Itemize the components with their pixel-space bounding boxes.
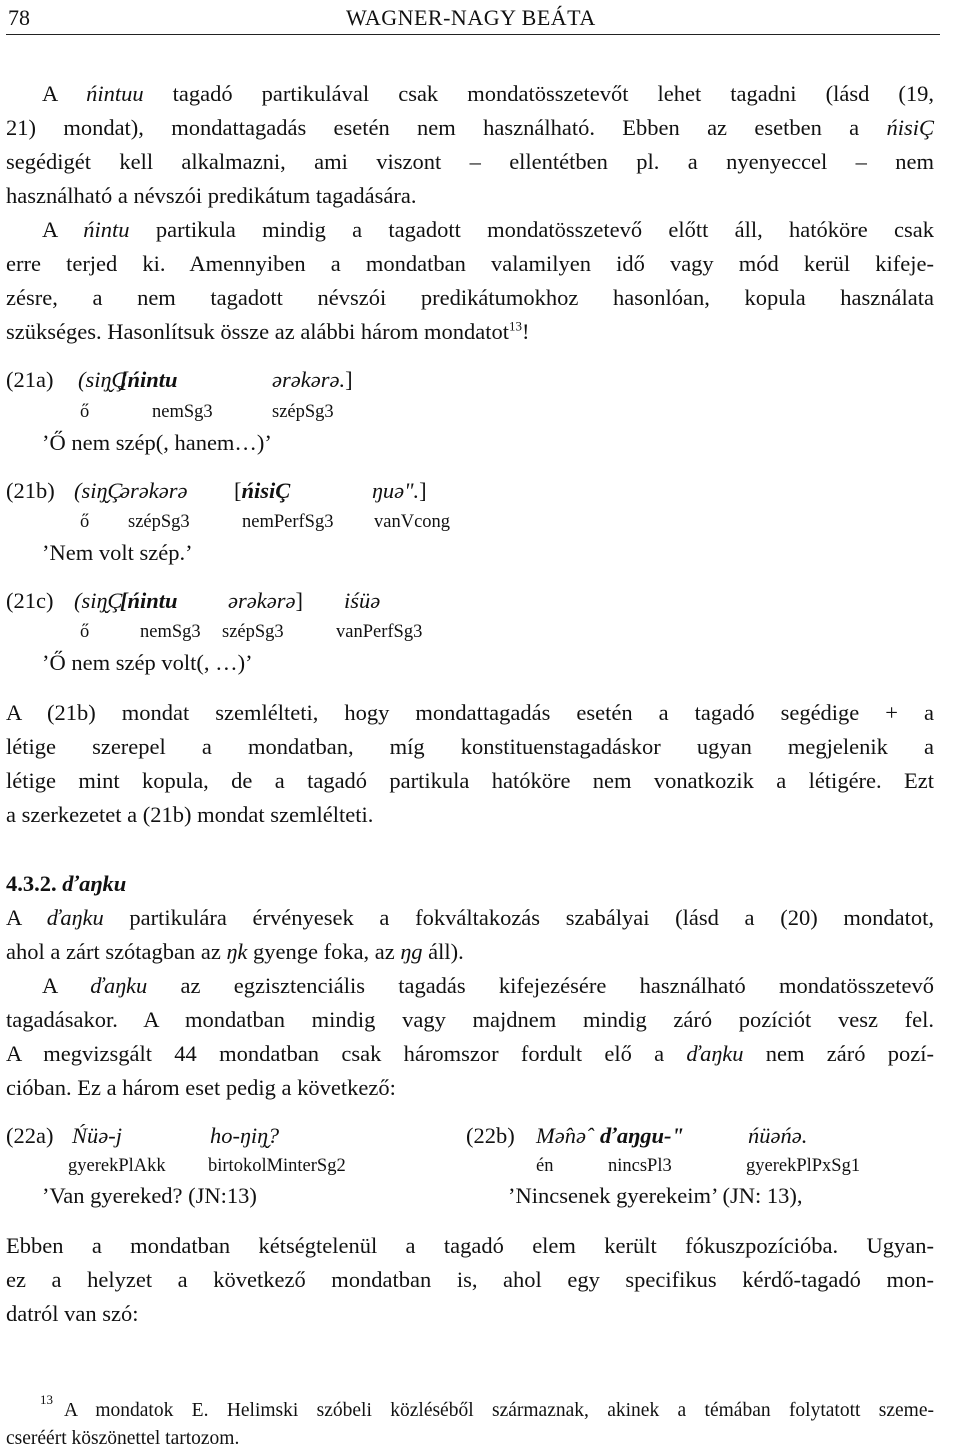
word: Mə̂nə̂	[536, 1123, 586, 1148]
gloss: ő	[80, 402, 90, 422]
gloss: gyerekPlAkk	[68, 1156, 166, 1176]
footnote-ref: 13	[509, 318, 523, 334]
para2-line3: zésre, a nem tagadott névszói predikátumokhoz hasonlóan, kopula használata	[6, 285, 934, 310]
word: Ńüə-j	[72, 1123, 122, 1148]
section-title: ďaŋku	[62, 871, 127, 896]
gloss: gyerekPlPxSg1	[746, 1156, 861, 1176]
para2-line1: A ńintu partikula mindig a tagadott mondatösszetevő előtt áll, hatóköre csak	[42, 217, 935, 242]
word: ərəkərə	[120, 478, 188, 503]
gloss: szépSg3	[272, 402, 334, 422]
word: (siŋ̬Ç	[74, 588, 123, 613]
translation: ’Ő nem szép(, hanem…)’	[42, 430, 272, 455]
gloss: nemPerfSg3	[242, 512, 334, 532]
para1-line3: segédigét kell alkalmazni, ami viszont – ellentétben pl. a nyenyeccel – nem	[6, 149, 934, 174]
para2-line4: szükséges. Hasonlítsuk össze az alábbi három mondatot$^{13}$!	[6, 318, 530, 344]
word: ŋuə".]	[372, 478, 427, 503]
gloss: nemSg3	[152, 402, 213, 422]
page-number: 78	[8, 5, 30, 30]
gloss: ő	[80, 512, 90, 532]
word: [ńintu	[120, 367, 178, 392]
para1-line2: 21) mondat), mondattagadás esetén nem használható. Ebben az esetben a ńisiÇ	[6, 115, 934, 140]
word: ərəkərə]	[228, 588, 303, 613]
para4-line1: A ďaŋku partikulára érvényesek a fokváltakozás szabályai (lásd a (20) mondatot,	[6, 905, 935, 930]
gloss: szépSg3	[222, 622, 284, 642]
example-label: (21a)	[6, 367, 54, 392]
para5-line2: tagadásakor. A mondatban mindig vagy majdnem mindig záró pozíciót vesz fel.	[6, 1007, 934, 1032]
para6-line1: Ebben a mondatban kétségtelenül a tagadó elem került fókuszpozícióba. Ugyan-	[6, 1233, 934, 1258]
term-nintuu: ńintuu	[86, 81, 144, 106]
term-nintu: ńintu	[83, 217, 130, 242]
para5-line4: cióban. Ez a három eset pedig a következő:	[6, 1075, 396, 1100]
word: [ńintu	[120, 588, 178, 613]
para6-line3: datról van szó:	[6, 1301, 139, 1326]
word: ďaŋgu-"	[600, 1123, 685, 1148]
para1-line4: használható a névszói predikátum tagadására.	[6, 183, 417, 208]
word: (siŋ̬Ç	[78, 367, 127, 392]
para3-line1: A (21b) mondat szemlélteti, hogy mondattagadás esetén a tagadó segédige + a	[6, 700, 934, 725]
gloss: vanVcong	[374, 512, 451, 532]
example-label: (21b)	[6, 478, 55, 503]
word: [ńisiÇ	[234, 478, 291, 503]
gloss: ő	[80, 622, 90, 642]
word: ərəkərə.]	[272, 367, 353, 392]
translation: ’Ő nem szép volt(, …)’	[42, 650, 253, 675]
gloss: nincsPl3	[608, 1156, 672, 1176]
translation: ’Nem volt szép.’	[42, 540, 193, 565]
translation: ’Nincsenek gyerekeim’ (JN: 13),	[508, 1183, 803, 1208]
running-head: WAGNER-NAGY BEÁTA	[346, 5, 596, 30]
footnote-number: 13	[40, 1392, 53, 1407]
word: iśüə	[344, 588, 381, 613]
para6-line2: ez a helyzet a következő mondatban is, ahol egy specifikus kérdő-tagadó mon-	[6, 1267, 934, 1292]
word: (siŋ̬Ç	[74, 478, 123, 503]
gloss: szépSg3	[128, 512, 190, 532]
term-nisic: ńisiÇ	[886, 115, 934, 140]
translation: ’Van gyereked? (JN:13)	[42, 1183, 257, 1208]
gloss: birtokolMinterSg2	[208, 1156, 346, 1176]
word: ho-ŋiŋ̬?	[210, 1123, 280, 1148]
para5-line1: A ďaŋku az egzisztenciális tagadás kifejezésére használható mondatösszetevő	[42, 973, 934, 998]
word: ńüəńə.	[748, 1123, 808, 1148]
example-label: (21c)	[6, 588, 54, 613]
footnote-line1: A mondatok E. Helimski szóbeli közléséből származnak, akinek a témában folytatott szeme-	[64, 1400, 934, 1421]
footnote-line2: cseréért köszönettel tartozom.	[6, 1428, 240, 1449]
example-label: (22a)	[6, 1123, 54, 1148]
gloss: vanPerfSg3	[336, 622, 423, 642]
para2-line2: erre terjed ki. Amennyiben a mondatban valamilyen idő vagy mód kerül kifeje-	[6, 251, 934, 276]
para4-line2: ahol a zárt szótagban az ŋk gyenge foka, az ŋg áll).	[6, 939, 464, 964]
para5-line3: A megvizsgált 44 mondatban csak háromszor fordult elő a ďaŋku nem záró pozí-	[6, 1041, 934, 1066]
example-label: (22b)	[466, 1123, 515, 1148]
para3-line3: létige mint kopula, de a tagadó partikula hatóköre nem vonatkozik a létigére. Ezt	[6, 768, 934, 793]
page-header	[6, 0, 940, 35]
section-heading: 4.3.2. ďaŋku	[6, 871, 127, 896]
gloss: én	[536, 1156, 554, 1176]
para3-line2: létige szerepel a mondatban, míg konstituenstagadáskor ugyan megjelenik a	[6, 734, 934, 759]
gloss: nemSg3	[140, 622, 201, 642]
para3-line4: a szerkezetet a (21b) mondat szemlélteti.	[6, 802, 374, 827]
para1-line1: A ńintuu tagadó partikulával csak mondatösszetevőt lehet tagadni (lásd (19,	[42, 81, 934, 106]
